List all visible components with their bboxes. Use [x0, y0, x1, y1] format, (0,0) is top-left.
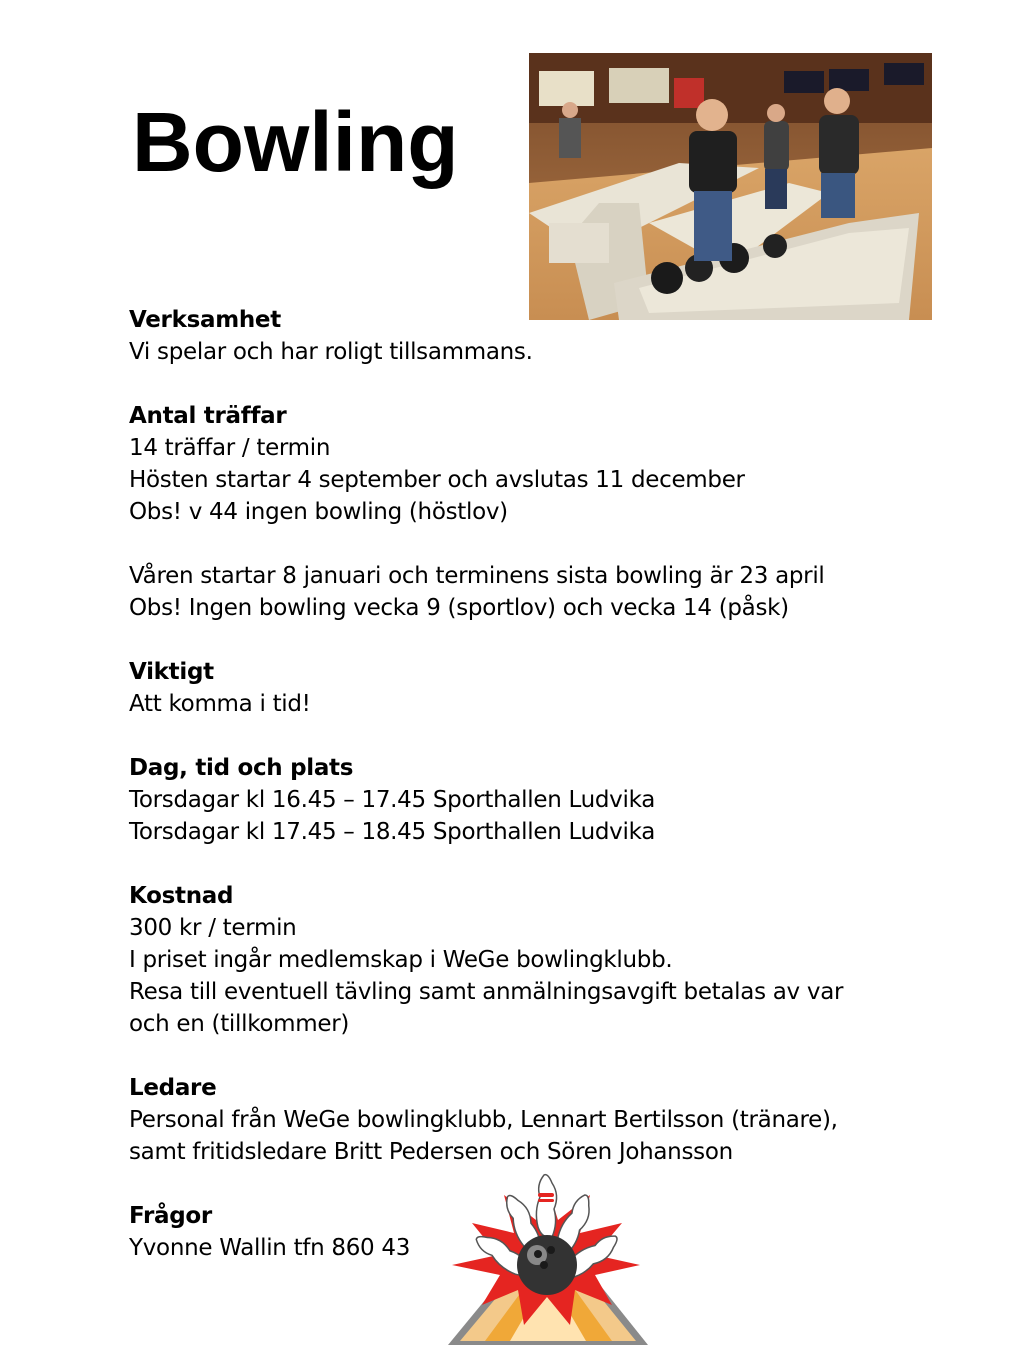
section-dag-tid-plats: [129, 752, 949, 848]
page-title: Bowling: [132, 95, 459, 189]
section-line: Obs! v 44 ingen bowling (höstlov): [129, 499, 508, 525]
section-line: Personal från WeGe bowlingklubb, Lennart Bertilsson (tränare),: [129, 1107, 838, 1133]
section-heading: Kostnad: [129, 883, 234, 909]
section-line: 300 kr / termin: [129, 915, 297, 941]
section-line: Vi spelar och har roligt tillsammans.: [129, 339, 533, 365]
bowling-clipart-icon: [440, 1165, 655, 1355]
section-line: 14 träffar / termin: [129, 435, 331, 461]
section-varen: [129, 560, 949, 624]
section-heading: Viktigt: [129, 659, 214, 685]
section-line: Obs! Ingen bowling vecka 9 (sportlov) och vecka 14 (påsk): [129, 595, 789, 621]
section-line: Resa till eventuell tävling samt anmälningsavgift betalas av var: [129, 979, 844, 1005]
section-viktigt: [129, 656, 949, 720]
section-line: Yvonne Wallin tfn 860 43: [129, 1235, 411, 1261]
section-line: Torsdagar kl 16.45 – 17.45 Sporthallen Ludvika: [129, 787, 655, 813]
section-line: och en (tillkommer): [129, 1011, 350, 1037]
info-content: [129, 304, 949, 1264]
section-line: Våren startar 8 januari och terminens sista bowling är 23 april: [129, 563, 825, 589]
section-heading: Ledare: [129, 1075, 217, 1101]
section-line: Hösten startar 4 september och avslutas 11 december: [129, 467, 745, 493]
section-ledare: [129, 1072, 949, 1168]
section-kostnad: [129, 880, 949, 1040]
section-line: Torsdagar kl 17.45 – 18.45 Sporthallen Ludvika: [129, 819, 655, 845]
section-line: Att komma i tid!: [129, 691, 311, 717]
section-line: I priset ingår medlemskap i WeGe bowlingklubb.: [129, 947, 673, 973]
section-heading: Antal träffar: [129, 403, 287, 429]
section-heading: Dag, tid och plats: [129, 755, 354, 781]
section-antal-traffar: [129, 400, 949, 528]
section-line: samt fritidsledare Britt Pedersen och Sören Johansson: [129, 1139, 733, 1165]
bowling-alley-photo: [529, 53, 932, 320]
section-verksamhet: [129, 304, 949, 368]
section-heading: Verksamhet: [129, 307, 281, 333]
section-heading: Frågor: [129, 1203, 212, 1229]
